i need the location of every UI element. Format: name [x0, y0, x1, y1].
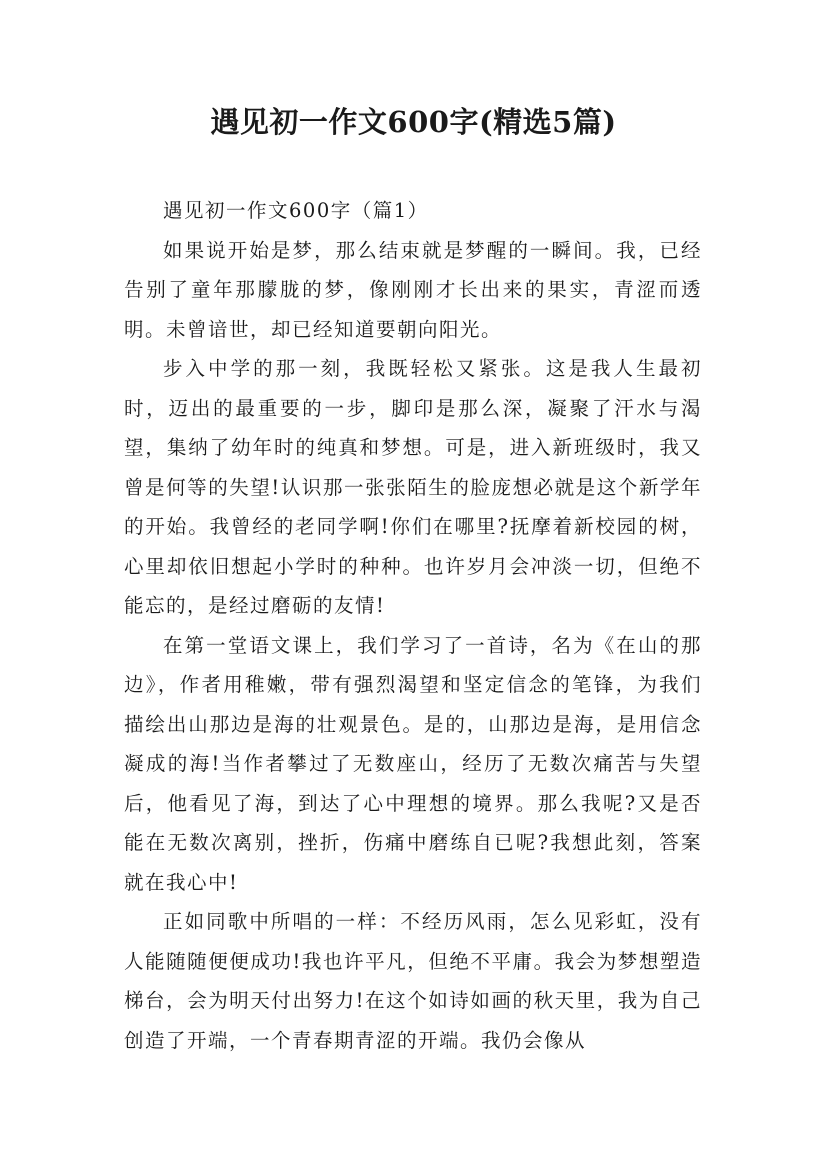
- paragraph-4: 正如同歌中所唱的一样：不经历风雨，怎么见彩虹，没有人能随随便便成功!我也许平凡，但绝不平庸。我会为梦想塑造梯台，会为明天付出努力!在这个如诗如画的秋天里，我为自己创造了开端，一个青春期青涩的开端。我仍会像从: [124, 910, 702, 1052]
- document-body: [124, 191, 702, 1060]
- document-title: 遇见初一作文600字(精选5篇): [210, 105, 617, 139]
- paragraph-3: 在第一堂语文课上，我们学习了一首诗，名为《在山的那边》，作者用稚嫩，带有强烈渴望和坚定信念的笔锋，为我们描绘出山那边是海的壮观景色。是的，山那边是海，是用信念凝成的海!当作者攀过了无数座山，经历了无数次痛苦与失望后，他看见了海，到达了心中理想的境界。那么我呢?又是否能在无数次离别，挫折，伤痛中磨练自已呢?我想此刻，答案就在我心中!: [124, 633, 702, 894]
- paragraph-1: 如果说开始是梦，那么结束就是梦醒的一瞬间。我，已经告别了童年那朦胧的梦，像刚刚才长出来的果实，青涩而透明。未曾谙世，却已经知道要朝向阳光。: [124, 238, 702, 341]
- paragraph-2: 步入中学的那一刻，我既轻松又紧张。这是我人生最初时，迈出的最重要的一步，脚印是那么深，凝聚了汗水与渴望，集纳了幼年时的纯真和梦想。可是，进入新班级时，我又曾是何等的失望!认识那一张张陌生的脸庞想必就是这个新学年的开始。我曾经的老同学啊!你们在哪里?抚摩着新校园的树，心里却依旧想起小学时的种种。也许岁月会冲淡一切，但绝不能忘的，是经过磨砺的友情!: [124, 357, 702, 617]
- section-heading: 遇见初一作文600字（篇1）: [163, 199, 429, 222]
